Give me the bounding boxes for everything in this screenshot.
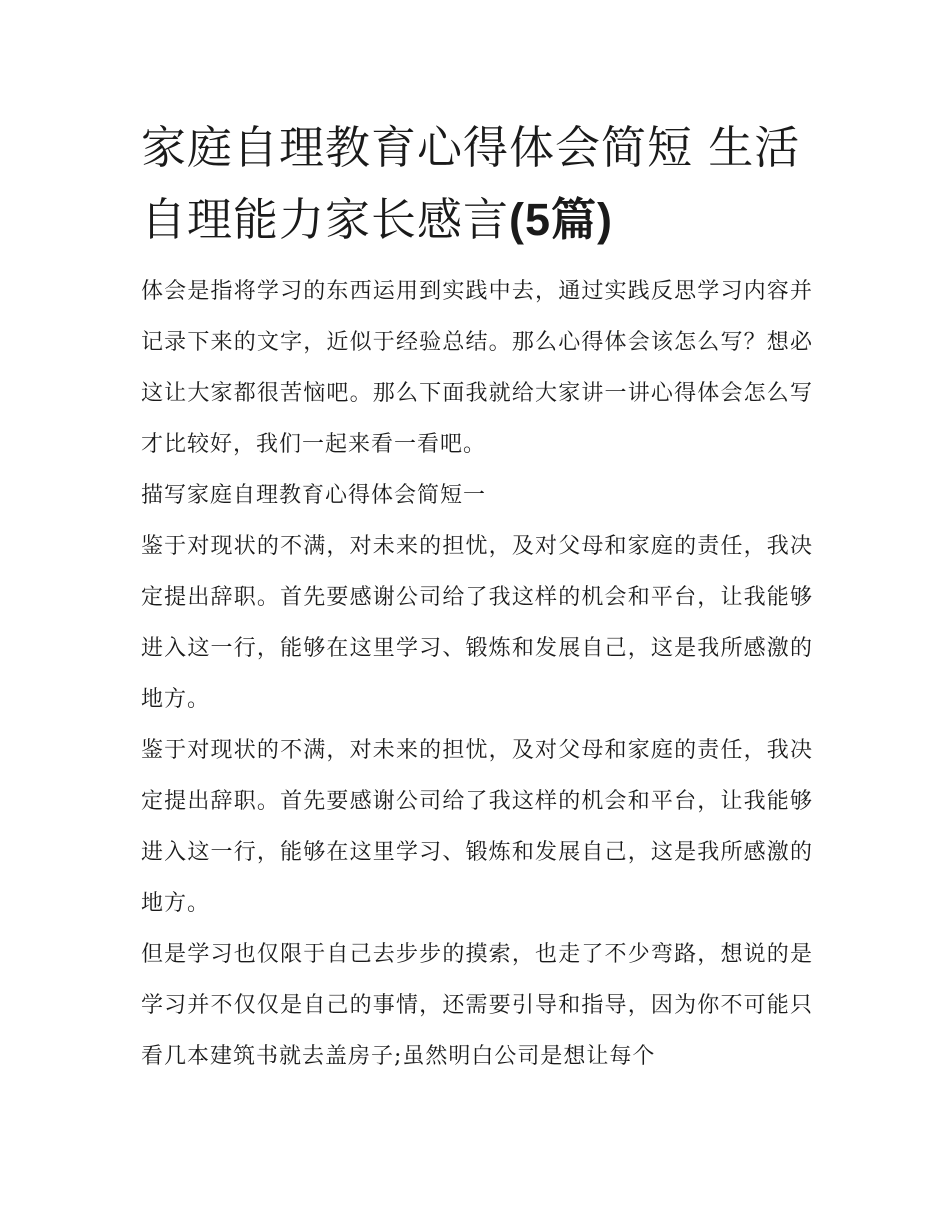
section-heading: 描写家庭自理教育心得体会简短一	[141, 483, 487, 508]
title-suffix-text: (5篇)	[509, 194, 614, 245]
body-paragraph-3: 但是学习也仅限于自己去步步的摸索，也走了不少弯路，想说的是学习并不仅仅是自己的事情，还需要引导和指导，因为你不可能只看几本建筑书就去盖房子;虽然明白公司是想让每个	[141, 942, 813, 1069]
body-paragraph-1: 鉴于对现状的不满，对未来的担忧，及对父母和家庭的责任，我决定提出辞职。首先要感谢公司给了我这样的机会和平台，让我能够进入这一行，能够在这里学习、锻炼和发展自己，这是我所感激的地方。	[141, 534, 813, 712]
document-title	[141, 112, 813, 256]
document-page	[141, 112, 813, 1082]
intro-paragraph: 体会是指将学习的东西运用到实践中去，通过实践反思学习内容并记录下来的文字，近似于经验总结。那么心得体会该怎么写？想必这让大家都很苦恼吧。那么下面我就给大家讲一讲心得体会怎么写才比较好，我们一起来看一看吧。	[141, 279, 813, 457]
body-paragraph-2: 鉴于对现状的不满，对未来的担忧，及对父母和家庭的责任，我决定提出辞职。首先要感谢公司给了我这样的机会和平台，让我能够进入这一行，能够在这里学习、锻炼和发展自己，这是我所感激的地方。	[141, 738, 813, 916]
title-main-text: 家庭自理教育心得体会简短 生活自理能力家长感言	[141, 121, 801, 246]
